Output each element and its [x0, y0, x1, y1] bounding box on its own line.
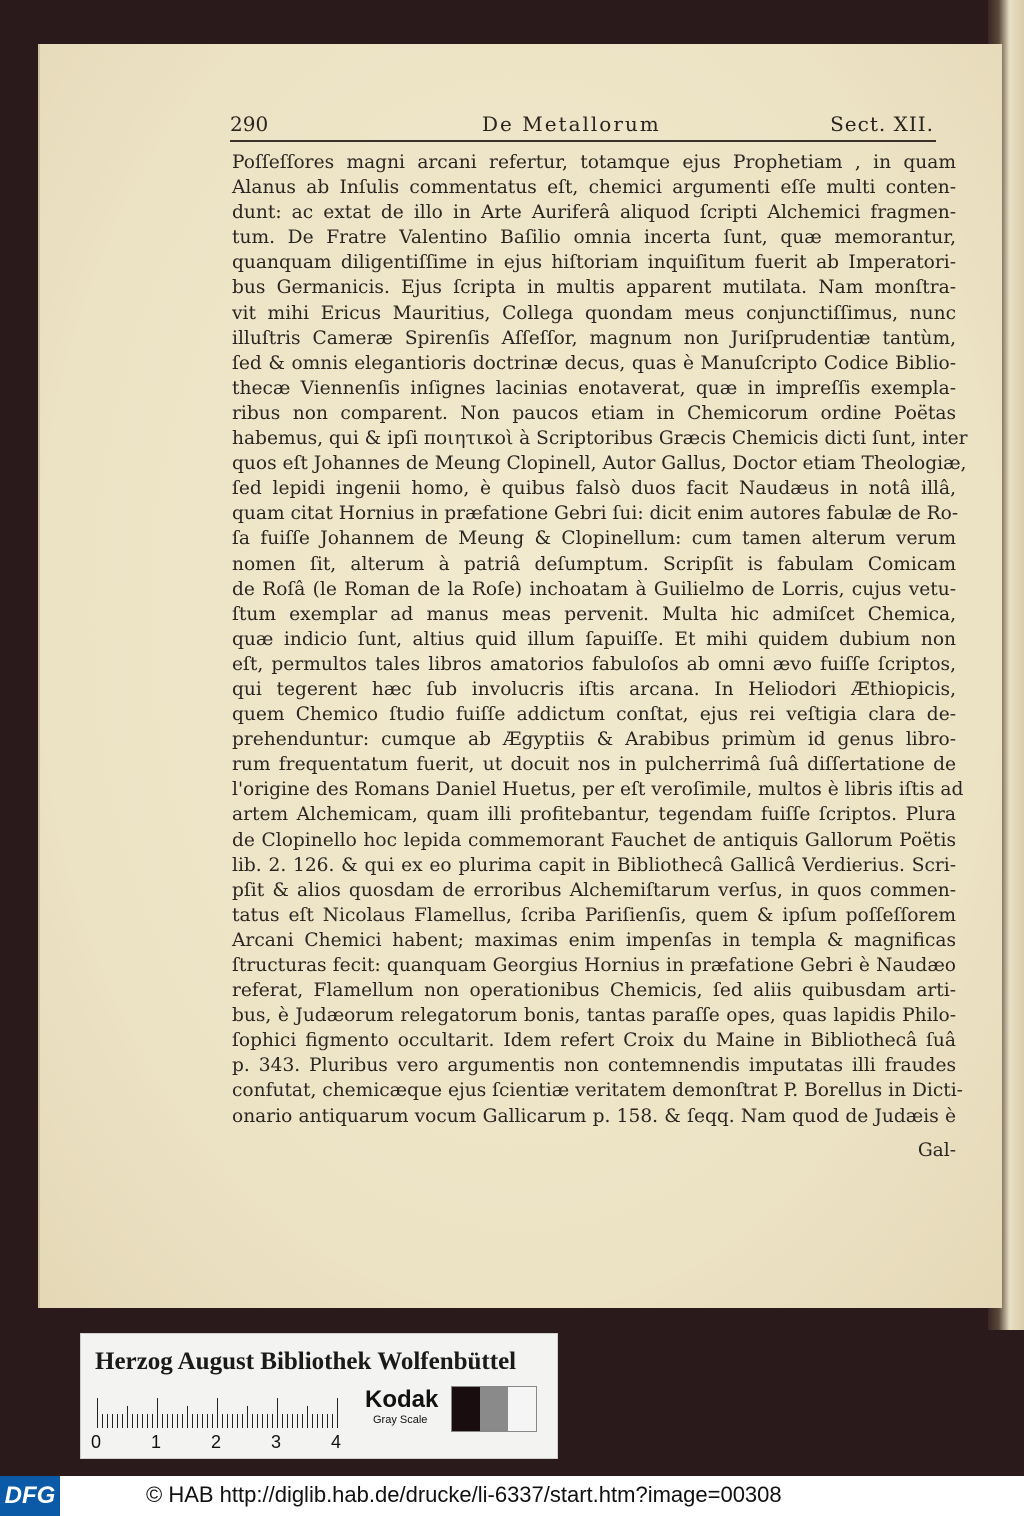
- ruler-tick: [102, 1414, 103, 1428]
- body-text: [232, 150, 968, 1129]
- section-label: Sect. XII.: [830, 112, 934, 136]
- ruler-tick: [312, 1414, 313, 1428]
- footer-bar: [0, 1476, 1024, 1516]
- text-line: ſtructuras fecit: quanquam Georgius Hornius in præfatione Gebri è Naudæo: [232, 955, 956, 976]
- ruler-tick: [302, 1414, 303, 1428]
- text-line: confutat, chemicæque ejus ſcientiæ veritatem demonſtrat P. Borellus in Dicti-: [232, 1080, 963, 1102]
- text-line: nomen ſit, alterum à patriâ deſumptum. Scripſit is fabulam Comicam: [232, 553, 956, 575]
- text-line: ribus non comparent. Non paucos etiam in Chemicorum ordine Poëtas: [232, 402, 956, 424]
- text-line: de Roſâ (le Roman de la Roſe) inchoatam à Guilielmo de Lorris, cujus vetu-: [232, 578, 956, 600]
- text-line: ſtum exemplar ad manus meas pervenit. Multa hic admiſcet Chemica,: [232, 603, 956, 625]
- text-line: qui tegerent hæc ſub involucris iſtis arcana. In Heliodori Æthiopicis,: [232, 678, 956, 700]
- ruler-number: 0: [91, 1432, 102, 1452]
- kodak-logo: Kodak: [365, 1386, 439, 1413]
- text-line: ſophici figmento occultarit. Idem refert Croix du Maine in Bibliothecâ ſuâ: [232, 1030, 956, 1052]
- text-line: vit mihi Ericus Mauritius, Collega quondam meus conjunctiſſimus, nunc: [232, 302, 956, 324]
- text-line: tatus eſt Nicolaus Flamellus, ſcriba Pariſienſis, quem & ipſum poſſeſſorem: [232, 904, 956, 926]
- ruler-tick: [207, 1414, 208, 1428]
- library-label-card: [80, 1333, 558, 1459]
- ruler-tick: [167, 1414, 168, 1428]
- ruler-tick: [257, 1414, 258, 1428]
- page-number: 290: [230, 112, 269, 136]
- text-line: de Clopinello hoc lepida commemorant Fauchet de antiquis Gallorum Poëtis: [232, 829, 956, 851]
- ruler-tick: [202, 1414, 203, 1428]
- ruler-tick: [122, 1414, 123, 1428]
- ruler-tick: [97, 1398, 98, 1428]
- ruler-tick: [222, 1414, 223, 1428]
- dfg-logo: DFG: [0, 1476, 60, 1516]
- ruler-tick: [157, 1398, 158, 1428]
- ruler-tick: [172, 1414, 173, 1428]
- ruler-tick: [292, 1414, 293, 1428]
- ruler-tick: [217, 1398, 218, 1428]
- ruler-tick: [152, 1414, 153, 1428]
- text-line: Poſſeſſores magni arcani refertur, totamque ejus Prophetiam , in quam: [232, 152, 956, 173]
- ruler-tick: [142, 1414, 143, 1428]
- text-line: tum. De Fratre Valentino Baſilio omnia incerta ſunt, quæ memorantur,: [232, 227, 956, 249]
- ruler-tick: [147, 1414, 148, 1428]
- ruler-tick: [177, 1414, 178, 1428]
- text-line: illuſtris Cameræ Spirenſis Aſſeſſor, magnum non Juriſprudentiæ tantùm,: [232, 327, 956, 349]
- swatch-black: [452, 1387, 480, 1431]
- ruler-tick: [117, 1414, 118, 1428]
- text-line: p. 343. Pluribus vero argumentis non contemnendis imputatas illi fraudes: [232, 1055, 956, 1077]
- ruler-tick: [132, 1414, 133, 1428]
- text-line: eſt, permultos tales libros amatorios fabuloſos ab omni ævo fuiſſe ſcriptos,: [232, 653, 956, 675]
- ruler-number: 1: [151, 1432, 162, 1452]
- ruler-tick: [277, 1398, 278, 1428]
- ruler-tick: [187, 1406, 188, 1428]
- source-url: © HAB http://diglib.hab.de/drucke/li-6337/start.htm?image=00308: [146, 1482, 782, 1507]
- ruler-number: 2: [211, 1432, 222, 1452]
- text-line: bus, è Judæorum relegatorum bonis, tantas paraſſe opes, quas lapidis Philo-: [232, 1005, 956, 1027]
- text-line: ſed lepidi ingenii homo, è quibus falsò duos facit Naudæus in notâ illâ,: [232, 478, 956, 500]
- ruler-tick: [297, 1414, 298, 1428]
- text-line: quos eſt Johannes de Meung Clopinell, Autor Gallus, Doctor etiam Theologiæ,: [232, 453, 967, 475]
- ruler-tick: [282, 1414, 283, 1428]
- ruler-tick: [227, 1414, 228, 1428]
- ruler-number: 4: [331, 1432, 342, 1452]
- text-line: lib. 2. 126. & qui ex eo plurima capit in Bibliothecâ Gallicâ Verdierius. Scri-: [232, 854, 956, 876]
- gray-scale-swatches: [451, 1386, 537, 1432]
- ruler-tick: [232, 1414, 233, 1428]
- text-line: habemus, qui & ipſi ποιητικοὶ à Scriptoribus Græcis Chemicis dicti ſunt, inter: [232, 428, 968, 450]
- ruler-tick: [107, 1414, 108, 1428]
- ruler-tick: [242, 1414, 243, 1428]
- ruler-tick: [182, 1414, 183, 1428]
- ruler-tick: [137, 1414, 138, 1428]
- catchword: Gal-: [917, 1140, 956, 1161]
- ruler-tick: [267, 1414, 268, 1428]
- text-line: onario antiquarum vocum Gallicarum p. 158. & ſeqq. Nam quod de Judæis è: [232, 1105, 956, 1127]
- text-line: pſit & alios quosdam de erroribus Alchemiſtarum verſus, in quos commen-: [232, 879, 956, 901]
- text-line: artem Alchemicam, quam illi profitebantur, tegendam fuiſſe ſcriptos. Plura: [232, 804, 956, 826]
- ruler-tick: [322, 1414, 323, 1428]
- swatch-gray: [480, 1387, 508, 1431]
- running-title: De Metallorum: [482, 112, 661, 136]
- text-line: thecæ Viennenſis inſignes lacinias enotaverat, quæ in impreſſis exempla-: [232, 377, 956, 399]
- text-line: quem Chemico ſtudio fuiſſe addictum conſtat, ejus rei veſtigia clara de-: [232, 704, 956, 726]
- text-line: ſa fuiſſe Johannem de Meung & Clopinellum: cum tamen alterum verum: [232, 528, 956, 550]
- ruler-tick: [127, 1406, 128, 1428]
- text-line: rum frequentatum fuerit, ut docuit nos in pulcherrimâ ſuâ diſſertatione de: [232, 754, 956, 776]
- text-line: Alanus ab Inſulis commentatus eſt, chemici argumenti eſſe multi conten-: [232, 177, 956, 199]
- ruler-tick: [307, 1406, 308, 1428]
- ruler-tick: [192, 1414, 193, 1428]
- ruler-tick: [252, 1414, 253, 1428]
- ruler-tick: [247, 1406, 248, 1428]
- ruler-tick: [287, 1414, 288, 1428]
- text-line: ſed & omnis elegantioris doctrinæ decus, quas è Manuſcripto Codice Biblio-: [232, 352, 956, 374]
- text-line: quam citat Hornius in præfatione Gebri ſui: dicit enim autores fabulæ de Ro-: [232, 503, 959, 525]
- swatch-white: [508, 1387, 536, 1431]
- header-rule: [230, 140, 936, 142]
- ruler-tick: [162, 1414, 163, 1428]
- ruler-numbers: [91, 1432, 351, 1452]
- ruler-tick: [197, 1414, 198, 1428]
- text-line: quæ indicio ſunt, altius quid illum ſapuiſſe. Et mihi quidem dubium non: [232, 628, 956, 650]
- ruler-tick: [337, 1398, 338, 1428]
- library-name: Herzog August Bibliothek Wolfenbüttel: [95, 1348, 517, 1375]
- text-line: Arcani Chemici habent; maximas enim impenſas in templa & magnificas: [232, 929, 956, 951]
- ruler-tick: [112, 1414, 113, 1428]
- ruler-tick: [327, 1414, 328, 1428]
- ruler-tick: [272, 1414, 273, 1428]
- page-header: [230, 112, 940, 142]
- ruler-tick: [262, 1414, 263, 1428]
- ruler-tick: [317, 1414, 318, 1428]
- ruler-scale: [97, 1398, 347, 1428]
- ruler-number: 3: [271, 1432, 282, 1452]
- text-line: quanquam diligentiſſime in ejus hiſtoriam inquiſitum fuerit ab Imperatori-: [232, 252, 956, 274]
- ruler-tick: [212, 1414, 213, 1428]
- text-line: prehenduntur: cumque ab Ægyptiis & Arabibus primùm id genus libro-: [232, 729, 956, 751]
- ruler-tick: [332, 1414, 333, 1428]
- ruler-tick: [237, 1414, 238, 1428]
- text-line: l'origine des Romans Daniel Huetus, per eſt veroſimile, multos è libris iſtis ad: [232, 779, 964, 801]
- text-line: dunt: ac extat de illo in Arte Auriferâ aliquod ſcripti Alchemici fragmen-: [232, 202, 956, 224]
- gray-scale-text: Gray Scale: [373, 1414, 428, 1426]
- text-line: referat, Flamellum non operationibus Chemicis, ſed aliis quibusdam arti-: [232, 980, 956, 1002]
- text-line: bus Germanicis. Ejus ſcripta in multis apparent mutilata. Nam monſtra-: [232, 277, 956, 299]
